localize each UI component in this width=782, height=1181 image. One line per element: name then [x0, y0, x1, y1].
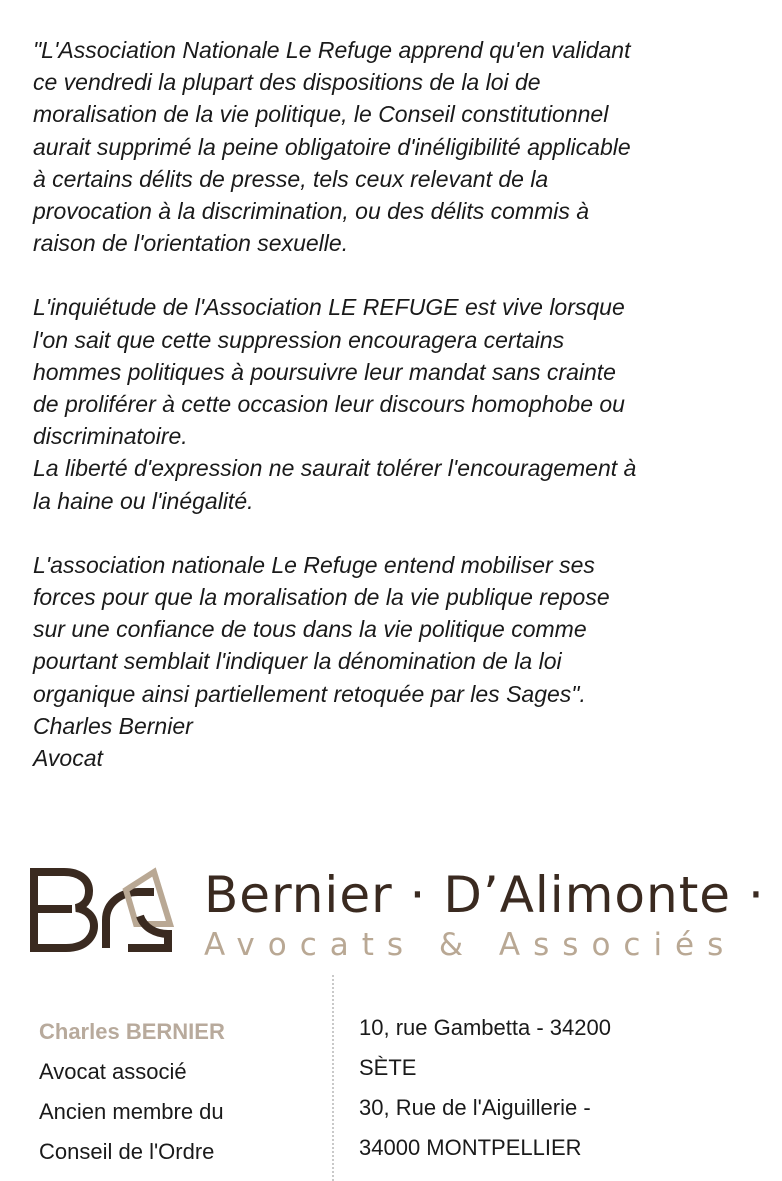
contact-addresses [359, 1008, 611, 1168]
firm-subtitle: Avocats & Associés [204, 927, 737, 963]
ba-monogram-icon [28, 862, 178, 957]
text-line: la haine ou l'inégalité. [33, 487, 254, 514]
firm-logo [28, 862, 782, 963]
contact-divider [332, 975, 334, 1181]
text-line: La liberté d'expression ne saurait tolérer l'encouragement à [33, 455, 637, 482]
contact-role: Conseil de l'Ordre [39, 1139, 215, 1164]
signature-name: Charles Bernier [33, 712, 193, 739]
text-line: pourtant semblait l'indiquer la dénomination de la loi [33, 648, 562, 675]
text-line: ce vendredi la plupart des dispositions de la loi de [33, 69, 541, 96]
contact-person [39, 1012, 225, 1172]
text-line: aurait supprimé la peine obligatoire d'inéligibilité applicable [33, 133, 631, 160]
firm-name: Bernier · D’Alimonte · [204, 866, 782, 924]
contact-title: Avocat associé [39, 1059, 187, 1084]
text-line: sur une confiance de tous dans la vie politique comme [33, 616, 587, 643]
contact-name: Charles BERNIER [39, 1019, 225, 1044]
text-line: l'on sait que cette suppression encouragera certains [33, 326, 565, 353]
address-sete: 10, rue Gambetta - 34200 [359, 1015, 611, 1040]
text-line: hommes politiques à poursuivre leur mandat sans crainte [33, 358, 616, 385]
text-line: discriminatoire. [33, 423, 188, 450]
text-line: moralisation de la vie politique, le Conseil constitutionnel [33, 101, 609, 128]
press-release-text [33, 34, 723, 774]
text-line: provocation à la discrimination, ou des délits commis à [33, 198, 590, 225]
text-line: L'association nationale Le Refuge entend mobiliser ses [33, 551, 595, 578]
text-line: de proliférer à cette occasion leur discours homophobe ou [33, 391, 625, 418]
signature-title: Avocat [33, 745, 103, 772]
text-line: à certains délits de presse, tels ceux relevant de la [33, 165, 549, 192]
text-line: L'inquiétude de l'Association LE REFUGE est vive lorsque [33, 294, 625, 321]
contact-role: Ancien membre du [39, 1099, 224, 1124]
address-montpellier: 30, Rue de l'Aiguillerie - [359, 1095, 591, 1120]
text-line: forces pour que la moralisation de la vie publique repose [33, 584, 610, 611]
address-sete: SÈTE [359, 1055, 417, 1080]
text-line: raison de l'orientation sexuelle. [33, 230, 349, 257]
address-montpellier: 34000 MONTPELLIER [359, 1135, 582, 1160]
text-line: "L'Association Nationale Le Refuge apprend qu'en validant [33, 37, 631, 63]
text-line: organique ainsi partiellement retoquée par les Sages". [33, 680, 586, 707]
